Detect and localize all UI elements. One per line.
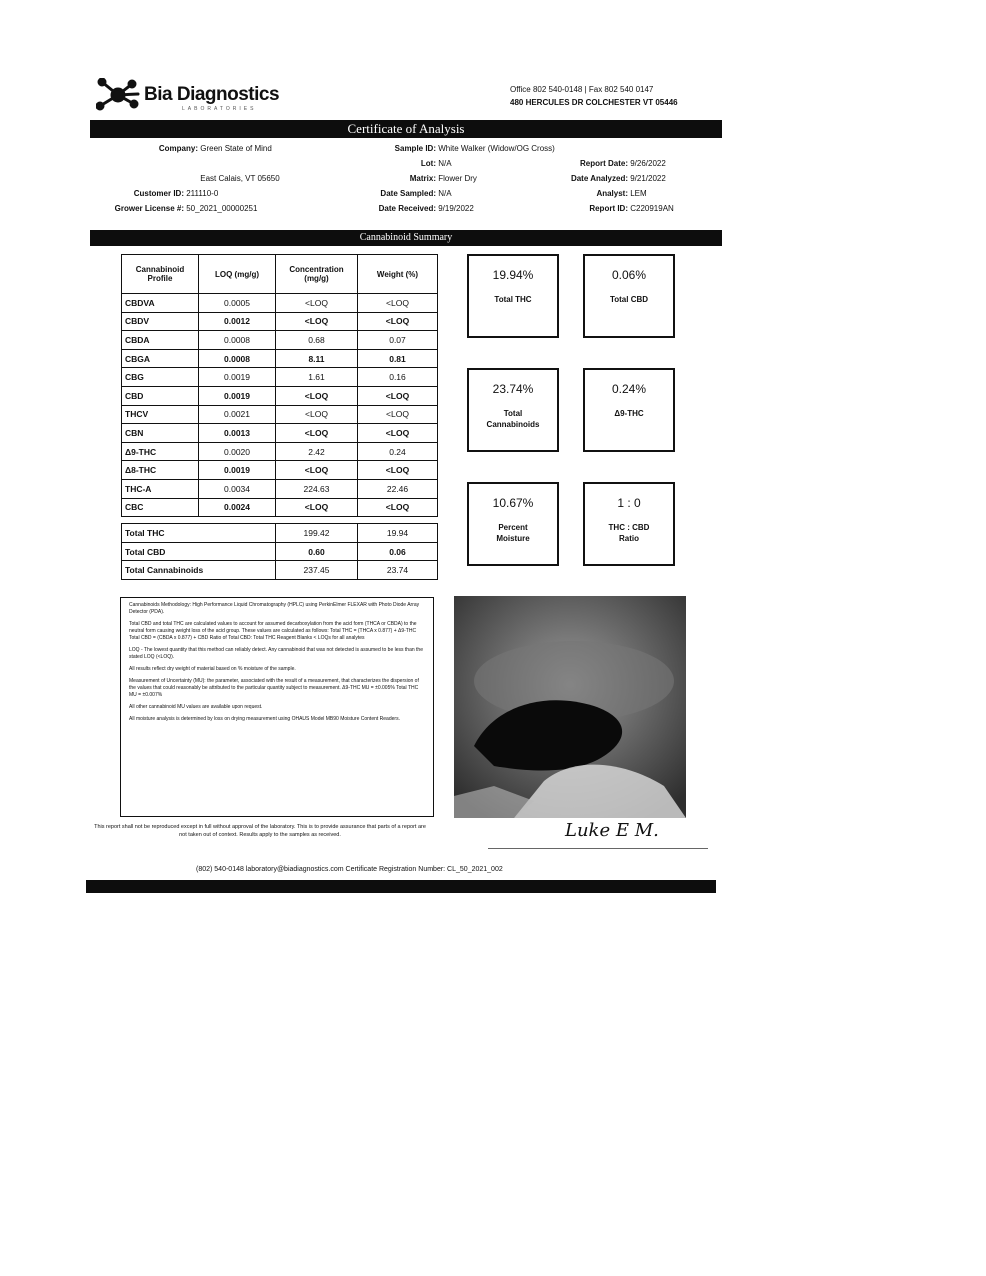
loq-value: 0.0005 bbox=[199, 294, 276, 313]
grower-license-label: Grower License #: bbox=[114, 204, 184, 213]
moisture-box bbox=[467, 482, 559, 566]
table-row bbox=[122, 498, 438, 517]
concentration-value: 0.68 bbox=[276, 331, 358, 350]
weight-value: 0.24 bbox=[358, 442, 438, 461]
totals-row bbox=[122, 561, 438, 580]
methodology-box bbox=[120, 597, 434, 817]
total-weight: 19.94 bbox=[358, 524, 438, 543]
table-header-row bbox=[122, 255, 438, 294]
weight-value: <LOQ bbox=[358, 386, 438, 405]
methodology-paragraph: All moisture analysis is determined by loss on drying measurement using OHAUS Model MB90 Moisture Content Readers. bbox=[129, 716, 400, 722]
certificate-title: Certificate of Analysis bbox=[90, 120, 722, 138]
cannabinoid-name: CBDVA bbox=[122, 294, 199, 313]
cannabinoid-profile-table bbox=[121, 254, 438, 580]
total-thc-value: 19.94% bbox=[492, 268, 534, 282]
company-label: Company: bbox=[158, 144, 198, 153]
cannabinoid-name: CBD bbox=[122, 386, 199, 405]
ratio-value: 1 : 0 bbox=[617, 496, 641, 510]
weight-value: <LOQ bbox=[358, 498, 438, 517]
loq-value: 0.0019 bbox=[199, 368, 276, 387]
cannabinoid-summary-title: Cannabinoid Summary bbox=[90, 230, 722, 246]
office-address: 480 HERCULES DR COLCHESTER VT 05446 bbox=[510, 98, 678, 107]
table-row bbox=[122, 461, 438, 480]
sample-id-value: White Walker (Widow/OG Cross) bbox=[438, 144, 555, 153]
date-sampled-label: Date Sampled: bbox=[380, 189, 436, 198]
logo-subtitle: LABORATORIES bbox=[182, 106, 257, 112]
loq-value: 0.0034 bbox=[199, 479, 276, 498]
footer-bar bbox=[86, 880, 716, 893]
loq-value: 0.0020 bbox=[199, 442, 276, 461]
weight-value: <LOQ bbox=[358, 461, 438, 480]
weight-value: <LOQ bbox=[358, 312, 438, 331]
company-value: Green State of Mind bbox=[200, 144, 272, 153]
signature-line bbox=[488, 848, 708, 849]
cannabinoid-name: CBDA bbox=[122, 331, 199, 350]
loq-value: 0.0021 bbox=[199, 405, 276, 424]
total-cbd-box bbox=[583, 254, 675, 338]
total-concentration: 0.60 bbox=[276, 542, 358, 561]
loq-value: 0.0008 bbox=[199, 331, 276, 350]
table-row bbox=[122, 349, 438, 368]
methodology-paragraph: Cannabinoids Methodology: High Performance Liquid Chromatography (HPLC) using PerkinElmer FLEXAR with Photo Diode Array Detector (PDA). bbox=[129, 602, 420, 615]
ratio-box bbox=[583, 482, 675, 566]
report-id-value: C220919AN bbox=[630, 204, 674, 213]
info-right bbox=[540, 156, 700, 216]
total-cbd-caption: Total CBD bbox=[609, 295, 649, 304]
ratio-caption: THC : CBD Ratio bbox=[608, 523, 650, 543]
cannabinoid-name: CBGA bbox=[122, 349, 199, 368]
analyst-value: LEM bbox=[630, 189, 647, 198]
weight-value: 0.07 bbox=[358, 331, 438, 350]
methodology-paragraph: Total CBD and total THC are calculated values to account for assumed decarboxylation from the acid form (THCA or CBDA) to the neutral form causing weight loss of the acid group. These values are calculated as follows: Total THC = (THCA x 0.877) + Δ9-THC Total CBD = (CBDA x 0.877) + CBD Ratio of Total CBD: Total THC Reagent Blanks < LOQs for all analytes bbox=[129, 621, 417, 641]
report-date-label: Report Date: bbox=[579, 159, 628, 168]
total-concentration: 199.42 bbox=[276, 524, 358, 543]
cannabinoid-name: THC-A bbox=[122, 479, 199, 498]
customer-id-value: 211110-0 bbox=[186, 189, 219, 198]
sample-photo-image bbox=[454, 596, 686, 818]
company-city: East Calais, VT 05650 bbox=[200, 174, 280, 183]
sample-id-label: Sample ID: bbox=[394, 144, 436, 153]
total-concentration: 237.45 bbox=[276, 561, 358, 580]
report-date-value: 9/26/2022 bbox=[630, 159, 666, 168]
table-row bbox=[122, 424, 438, 443]
info-left bbox=[100, 141, 340, 216]
cannabinoid-name: CBC bbox=[122, 498, 199, 517]
methodology-paragraph: Measurement of Uncertainty (MU): the parameter, associated with the result of a measurement, that characterizes the dispersion of the values that could reasonably be attributed to the particular quantity subject to measurement. Δ9-THC MU = ±0.005% Total THC MU = ±0.007% bbox=[129, 678, 419, 698]
methodology-paragraph: All results reflect dry weight of material based on % moisture of the sample. bbox=[129, 666, 296, 672]
cannabinoid-name: CBG bbox=[122, 368, 199, 387]
methodology-paragraph: LOQ - The lowest quantity that this method can reliably detect. Any cannabinoid that was not detected is assumed to be less than the stated LOQ (<LOQ). bbox=[129, 647, 423, 660]
d9-thc-caption: Δ9-THC bbox=[614, 409, 644, 418]
date-sampled-value: N/A bbox=[438, 189, 452, 198]
concentration-value: <LOQ bbox=[276, 312, 358, 331]
table-row bbox=[122, 294, 438, 313]
totals-row bbox=[122, 542, 438, 561]
cannabinoid-name: CBN bbox=[122, 424, 199, 443]
concentration-value: 8.11 bbox=[276, 349, 358, 368]
concentration-value: <LOQ bbox=[276, 405, 358, 424]
customer-id-label: Customer ID: bbox=[133, 189, 184, 198]
table-row bbox=[122, 479, 438, 498]
table-spacer bbox=[122, 517, 438, 524]
loq-value: 0.0024 bbox=[199, 498, 276, 517]
table-row bbox=[122, 312, 438, 331]
header-loq: LOQ (mg/g) bbox=[199, 255, 276, 294]
d9-thc-value: 0.24% bbox=[611, 382, 647, 396]
total-name: Total THC bbox=[122, 524, 276, 543]
cannabinoid-name: CBDV bbox=[122, 312, 199, 331]
office-block bbox=[510, 83, 678, 109]
loq-value: 0.0019 bbox=[199, 461, 276, 480]
concentration-value: 224.63 bbox=[276, 479, 358, 498]
info-middle bbox=[340, 141, 570, 216]
d9-thc-box bbox=[583, 368, 675, 452]
matrix-value: Flower Dry bbox=[438, 174, 477, 183]
table-row bbox=[122, 442, 438, 461]
sample-photo bbox=[454, 596, 686, 818]
header-weight: Weight (%) bbox=[358, 255, 438, 294]
grower-license-value: 50_2021_00000251 bbox=[186, 204, 258, 213]
table-row bbox=[122, 405, 438, 424]
signature: Luke E M. bbox=[565, 820, 659, 841]
loq-value: 0.0012 bbox=[199, 312, 276, 331]
weight-value: <LOQ bbox=[358, 424, 438, 443]
header-concentration: Concentration (mg/g) bbox=[276, 255, 358, 294]
concentration-value: <LOQ bbox=[276, 498, 358, 517]
total-cannabinoids-caption: Total Cannabinoids bbox=[486, 409, 540, 429]
loq-value: 0.0019 bbox=[199, 386, 276, 405]
cannabinoid-name: Δ9-THC bbox=[122, 442, 199, 461]
cannabinoid-name: THCV bbox=[122, 405, 199, 424]
total-weight: 0.06 bbox=[358, 542, 438, 561]
table-row bbox=[122, 368, 438, 387]
logo-name: Bia Diagnostics bbox=[144, 84, 280, 105]
table-body bbox=[122, 294, 438, 580]
date-received-value: 9/19/2022 bbox=[438, 204, 474, 213]
report-id-label: Report ID: bbox=[589, 204, 628, 213]
total-weight: 23.74 bbox=[358, 561, 438, 580]
weight-value: <LOQ bbox=[358, 405, 438, 424]
weight-value: 0.81 bbox=[358, 349, 438, 368]
date-received-label: Date Received: bbox=[378, 204, 436, 213]
date-analyzed-label: Date Analyzed: bbox=[570, 174, 628, 183]
contact-line: (802) 540-0148 laboratory@biadiagnostics.com Certificate Registration Number: CL_50_2021_002 bbox=[196, 866, 503, 873]
total-cannabinoids-value: 23.74% bbox=[492, 382, 534, 396]
total-cbd-value: 0.06% bbox=[611, 268, 647, 282]
loq-value: 0.0013 bbox=[199, 424, 276, 443]
total-name: Total Cannabinoids bbox=[122, 561, 276, 580]
weight-value: 22.46 bbox=[358, 479, 438, 498]
cannabinoid-name: Δ8-THC bbox=[122, 461, 199, 480]
weight-value: <LOQ bbox=[358, 294, 438, 313]
concentration-value: <LOQ bbox=[276, 461, 358, 480]
matrix-label: Matrix: bbox=[409, 174, 436, 183]
totals-row bbox=[122, 524, 438, 543]
lot-label: Lot: bbox=[420, 159, 436, 168]
concentration-value: <LOQ bbox=[276, 294, 358, 313]
methodology-paragraph: All other cannabinoid MU values are available upon request. bbox=[129, 704, 263, 710]
weight-value: 0.16 bbox=[358, 368, 438, 387]
total-name: Total CBD bbox=[122, 542, 276, 561]
concentration-value: 2.42 bbox=[276, 442, 358, 461]
total-thc-caption: Total THC bbox=[494, 295, 532, 304]
total-thc-box bbox=[467, 254, 559, 338]
concentration-value: <LOQ bbox=[276, 424, 358, 443]
concentration-value: <LOQ bbox=[276, 386, 358, 405]
date-analyzed-value: 9/21/2022 bbox=[630, 174, 666, 183]
disclaimer: This report shall not be reproduced except in full without approval of the laboratory. This is to provide assurance that parts of a report are not taken out of context. Results apply to the samples as received. bbox=[94, 824, 426, 838]
table-row bbox=[122, 386, 438, 405]
bia-logo-icon bbox=[96, 78, 140, 112]
lot-value: N/A bbox=[438, 159, 452, 168]
concentration-value: 1.61 bbox=[276, 368, 358, 387]
analyst-label: Analyst: bbox=[596, 189, 628, 198]
moisture-caption: Percent Moisture bbox=[496, 523, 530, 543]
table-row bbox=[122, 331, 438, 350]
office-phone: Office 802 540-0148 | Fax 802 540 0147 bbox=[510, 85, 654, 94]
total-cannabinoids-box bbox=[467, 368, 559, 452]
header-profile: Cannabinoid Profile bbox=[122, 255, 199, 294]
loq-value: 0.0008 bbox=[199, 349, 276, 368]
moisture-value: 10.67% bbox=[492, 496, 534, 510]
